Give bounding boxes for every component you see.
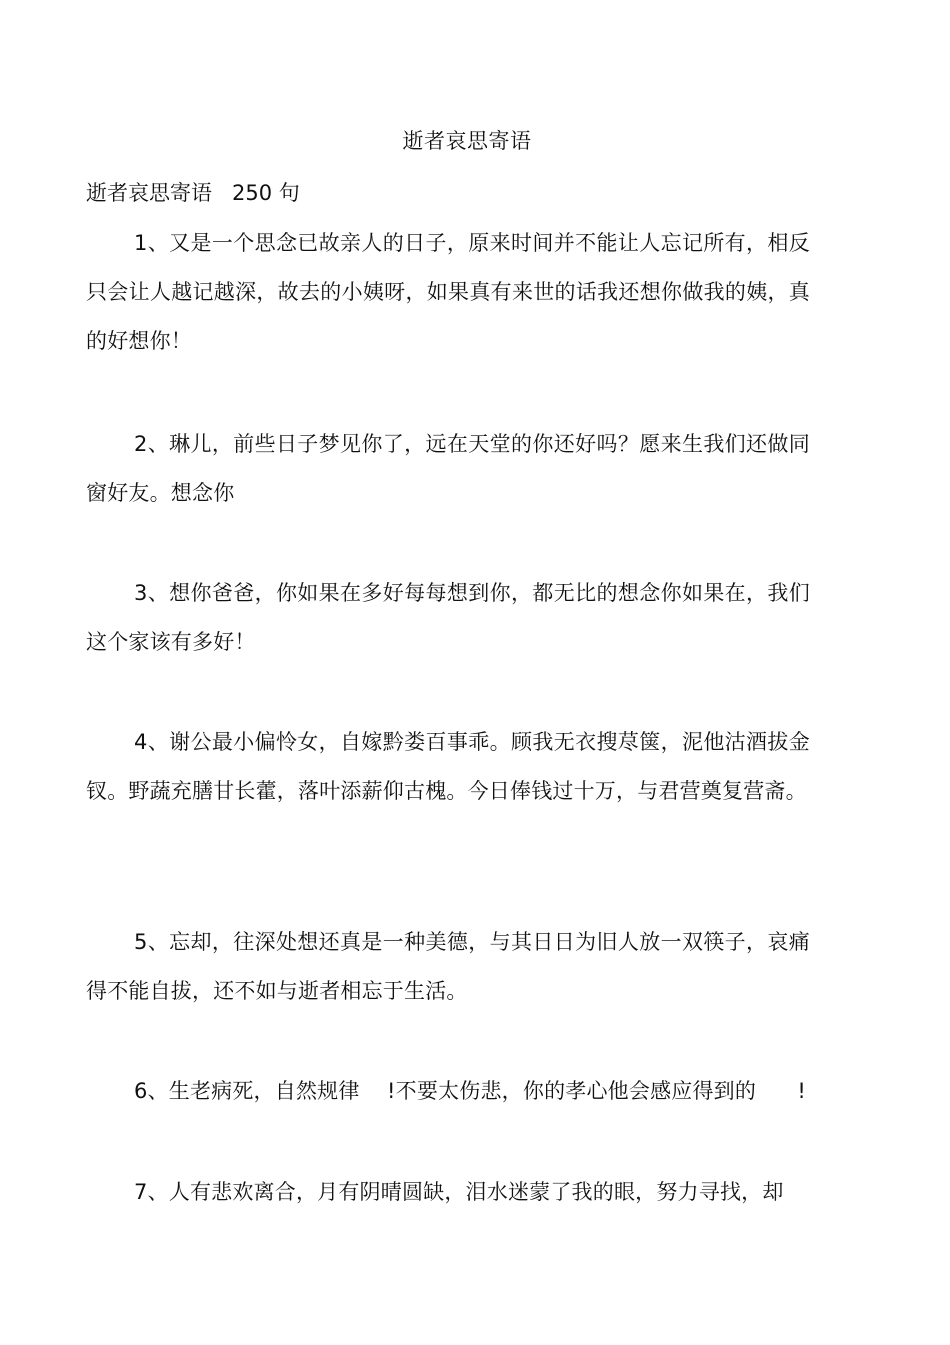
paragraph-5: 5、忘却，往深处想还真是一种美德，与其日日为旧人放一双筷子，哀痛得不能自拔，还不如与逝者相忘于生活。 <box>86 930 810 1003</box>
paragraph-6: 6、生老病死，自然规律 !不要太伤悲，你的孝心他会感应得到的 ! <box>134 1079 806 1103</box>
document-subtitle: 逝者哀思寄语 250 句 <box>86 181 300 205</box>
paragraph-2: 2、琳儿，前些日子梦见你了，远在天堂的你还好吗？愿来生我们还做同窗好友。想念你 <box>86 432 810 505</box>
paragraph-1: 1、又是一个思念已故亲人的日子，原来时间并不能让人忘记所有，相反只会让人越记越深，故去的小姨呀，如果真有来世的话我还想你做我的姨，真的好想你！ <box>86 231 810 353</box>
document-title: 逝者哀思寄语 <box>402 129 532 153</box>
paragraph-3: 3、想你爸爸，你如果在多好每每想到你，都无比的想念你如果在，我们这个家该有多好！ <box>86 581 810 654</box>
paragraph-4: 4、谢公最小偏怜女，自嫁黔娄百事乖。顾我无衣搜荩箧，泥他沽酒拔金钗。野蔬充膳甘长藿，落叶添薪仰古槐。今日俸钱过十万，与君营奠复营斋。 <box>86 730 810 803</box>
paragraph-7: 7、人有悲欢离合，月有阴晴圆缺，泪水迷蒙了我的眼，努力寻找，却 <box>134 1180 784 1204</box>
